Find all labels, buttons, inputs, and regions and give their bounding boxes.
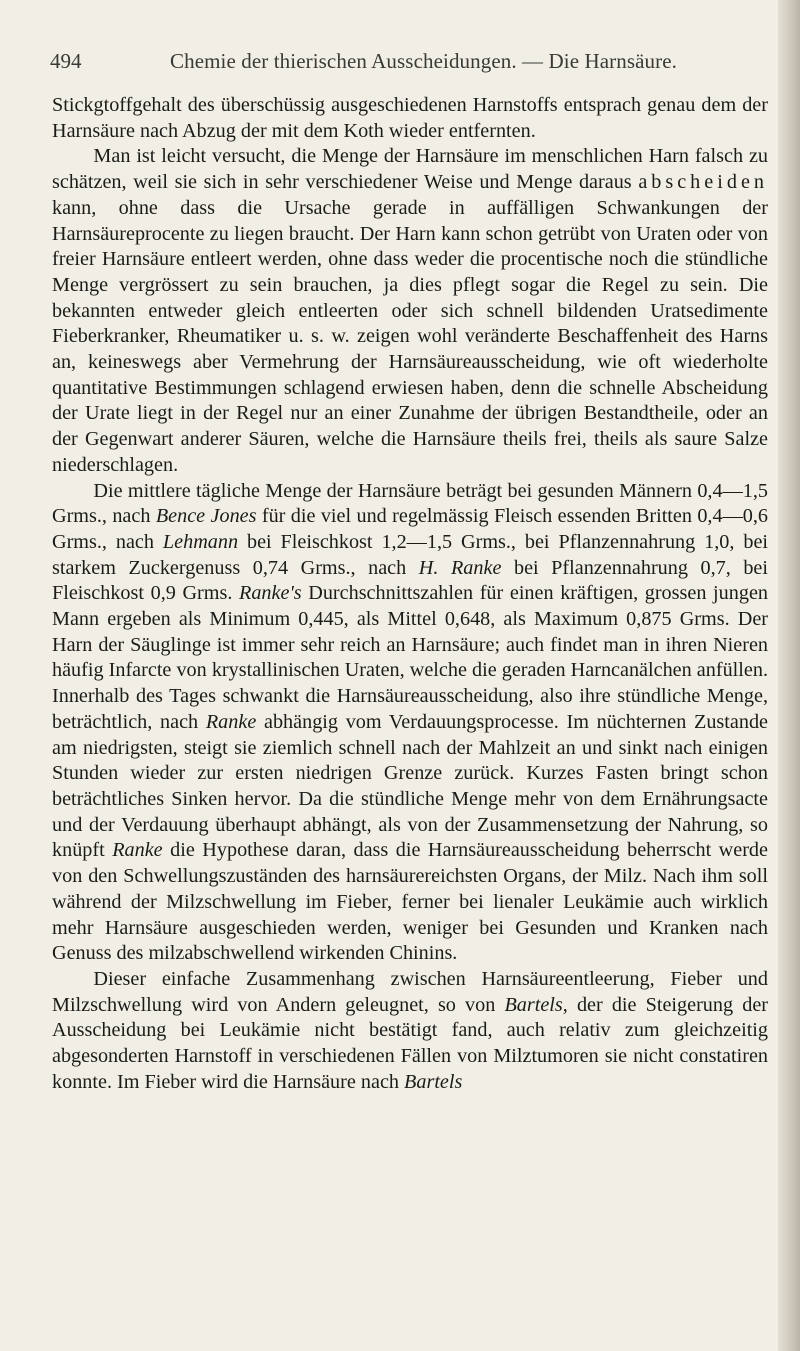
running-header xyxy=(50,49,750,75)
text-run: Die mittlere tägliche Menge der Harnsäure beträgt bei gesunden Männern 0,4—1,5 Grms., nach xyxy=(52,479,768,528)
text-run: Dieser einfache Zusammenhang zwischen Harnsäureentleerung, Fieber und Milzschwellung wird von Andern geleugnet, so von xyxy=(52,967,768,1016)
italic-name: Bence Jones xyxy=(155,505,257,528)
text-run: bei Fleischkost 1,2—1,5 Grms., bei Pflanzennahrung 1,0, bei starkem Zuckergenuss 0,74 Grms., nach xyxy=(52,530,769,579)
text-run: , der die Steigerung der Ausscheidung bei Leukämie nicht bestätigt fand, auch relativ zum gleichzeitig abgesonderten Harnstoff in verschiedenen Fällen von Milztumoren sie nicht constatiren konnte. Im Fieber wird die Harnsäure nach xyxy=(52,993,768,1093)
text-run: kann, ohne dass die Ursache gerade in auffälligen Schwankungen der Harnsäureprocente zu liegen braucht. Der Harn kann schon getrübt von Uraten oder von freier Harnsäure entleert werden, ohne dass weder die procentische noch die stündliche Menge vergrössert zu sein brauchen, ja dies pflegt sogar die Regel zu sein. Die bekannten entweder gleich entleerten oder sich schnell bildenden Uratsedimente Fieberkranker, Rheumatiker u. s. w. zeigen wohl veränderte Beschaffenheit des Harns an, keineswegs aber Vermehrung der Harnsäureausscheidung, wie oft wiederholte quantitative Bestimmungen schlagend erwiesen haben, denn die schnelle Abscheidung der Urate liegt in der Regel nur an einer Zunahme der übrigen Bestandtheile, oder an der Gegenwart anderer Säuren, welche die Harnsäure theils frei, theils als saure Salze niederschlagen. xyxy=(52,196,768,476)
running-title: Chemie der thierischen Ausscheidungen. — Die Harnsäure. xyxy=(170,49,678,73)
italic-name: Bartels xyxy=(404,1070,463,1093)
italic-name: Bartels xyxy=(504,993,563,1016)
italic-name: Ranke xyxy=(205,710,257,733)
italic-name: Ranke xyxy=(112,839,163,862)
text-run: Durchschnittszahlen für einen kräftigen, grossen jungen Mann ergeben als Minimum 0,445, als Mittel 0,648, als Maximum 0,875 Grms. Der Harn der Säuglinge ist immer sehr reich an Harnsäure; auch findet man in ihren Nieren häufig Infarcte von krystallinischen Uraten, welche die geraden Harncanälchen anfüllen. Innerhalb des Tages schwankt die Harnsäureausscheidung, also ihre stündliche Menge, beträchtlich, nach xyxy=(52,582,768,733)
paragraph xyxy=(52,144,768,478)
text-run: Stickgtoffgehalt des überschüssig ausgeschiedenen Harnstoffs entsprach genau dem der Harnsäure nach Abzug der mit dem Koth wieder entfernten. xyxy=(52,94,768,142)
text-run: Man ist leicht versucht, die Menge der Harnsäure im menschlichen Harn falsch zu schätzen, weil sie sich in sehr verschiedener Weise und Menge daraus xyxy=(52,145,768,194)
page-edge xyxy=(778,0,800,1351)
paragraph xyxy=(52,479,768,967)
italic-name: H. Ranke xyxy=(418,556,502,579)
italic-name: Lehmann xyxy=(162,530,239,553)
body-text xyxy=(52,93,768,1095)
spaced-emphasis: abscheiden xyxy=(638,171,768,194)
paragraph xyxy=(52,967,768,1096)
text-run: abhängig vom Verdauungsprocesse. Im nüchternen Zustande am niedrigsten, steigt sie ziemlich schnell nach der Mahlzeit an und sinkt nach einigen Stunden wieder zur ersten niedrigen Grenze zurück. Kurzes Fasten bringt schon beträchtliches Sinken hervor. Da die stündliche Menge mehr von dem Ernährungsacte und der Verdauung überhaupt abhängt, als von der Zusammensetzung der Nahrung, so knüpft xyxy=(52,710,768,862)
text-run: bei Pflanzennahrung 0,7, bei Fleischkost 0,9 Grms. xyxy=(52,556,769,605)
italic-name: Ranke's xyxy=(239,582,302,605)
page-number: 494 xyxy=(50,49,82,73)
text-run: die Hypothese daran, dass die Harnsäureausscheidung beherrscht werde von den Schwellungszuständen des harnsäurereichsten Organs, der Milz. Nach ihm soll während der Milzschwellung im Fieber, ferner bei lienaler Leukämie auch wirklich mehr Harnsäure ausgeschieden werden, weniger bei Gesunden und Kranken nach Genuss des milzabschwellend wirkenden Chinins. xyxy=(52,839,768,965)
text-run: für die viel und regelmässig Fleisch essenden Britten 0,4—0,6 Grms., nach xyxy=(52,505,768,553)
paragraph xyxy=(52,93,768,144)
